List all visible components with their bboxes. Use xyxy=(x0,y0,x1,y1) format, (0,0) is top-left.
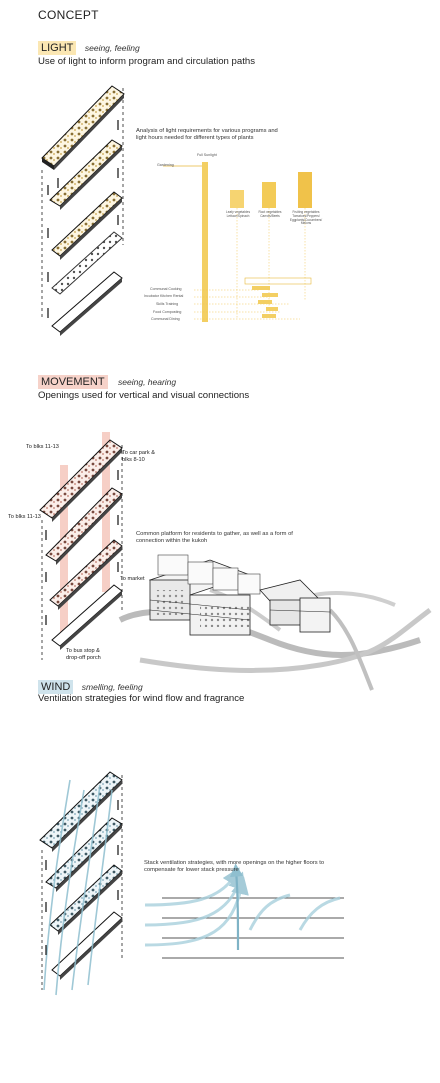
plant-label-fruiting: Fruiting vegetables Tomatoes/Peppers/ Eggplants/Cucumbers/ Melons xyxy=(289,210,323,226)
wind-description: Ventilation strategies for wind flow and fragrance xyxy=(38,693,245,704)
gardening-label: Gardening xyxy=(157,163,174,167)
program-food-composting: Food Composting xyxy=(153,310,182,314)
movement-tag: MOVEMENT xyxy=(38,375,108,389)
stack-ventilation-note: Stack ventilation strategies, with more openings on the higher floors to compensate for lower stack pressure xyxy=(144,860,325,874)
site-model xyxy=(120,555,430,690)
plant-label-root: Root vegetables Carrots/Beets xyxy=(258,210,282,218)
movement-description: Openings used for vertical and visual connections xyxy=(38,390,250,401)
light-analysis-note: Analysis of light requirements for various programs and light hours needed for different types of plants xyxy=(136,128,278,142)
label-to-blks-top: To blks 11-13 xyxy=(26,444,59,450)
platform-note: Common platform for residents to gather, as well as a form of connection within the kukoh xyxy=(136,531,293,545)
movement-senses: seeing, hearing xyxy=(118,377,177,387)
movement-header xyxy=(38,372,176,390)
light-description: Use of light to inform program and circulation paths xyxy=(38,56,256,67)
movement-axo-stack xyxy=(40,432,122,660)
program-communal-dining: Communal Dining xyxy=(151,317,180,321)
plant-label-leafy: Leafy vegetables Lettuce/Spinach xyxy=(225,210,251,218)
light-axo-stack xyxy=(42,86,124,336)
label-to-car-park: To car park & blks 8-10 xyxy=(122,450,155,463)
program-incubator-kitchen: Incubator Kitchen Rental xyxy=(144,294,184,298)
program-skills-training: Skills Training xyxy=(156,302,179,306)
light-chart xyxy=(163,162,312,322)
light-tag: LIGHT xyxy=(38,41,76,55)
page-title: CONCEPT xyxy=(38,8,99,22)
label-to-bus-stop: To bus stop & drop-off porch xyxy=(66,648,101,661)
program-communal-cooking: Communal Cooking xyxy=(150,287,182,291)
wind-senses: smelling, feeling xyxy=(81,682,143,692)
label-to-blks-mid: To blks 11-13 xyxy=(8,514,41,520)
stack-ventilation-diagram xyxy=(145,870,344,958)
full-sunlight-label: Full Sunlight xyxy=(197,153,217,157)
wind-tag: WIND xyxy=(38,680,73,694)
wind-axo-stack xyxy=(40,772,122,995)
label-to-market: To market xyxy=(120,576,145,582)
light-senses: seeing, feeling xyxy=(84,43,140,53)
